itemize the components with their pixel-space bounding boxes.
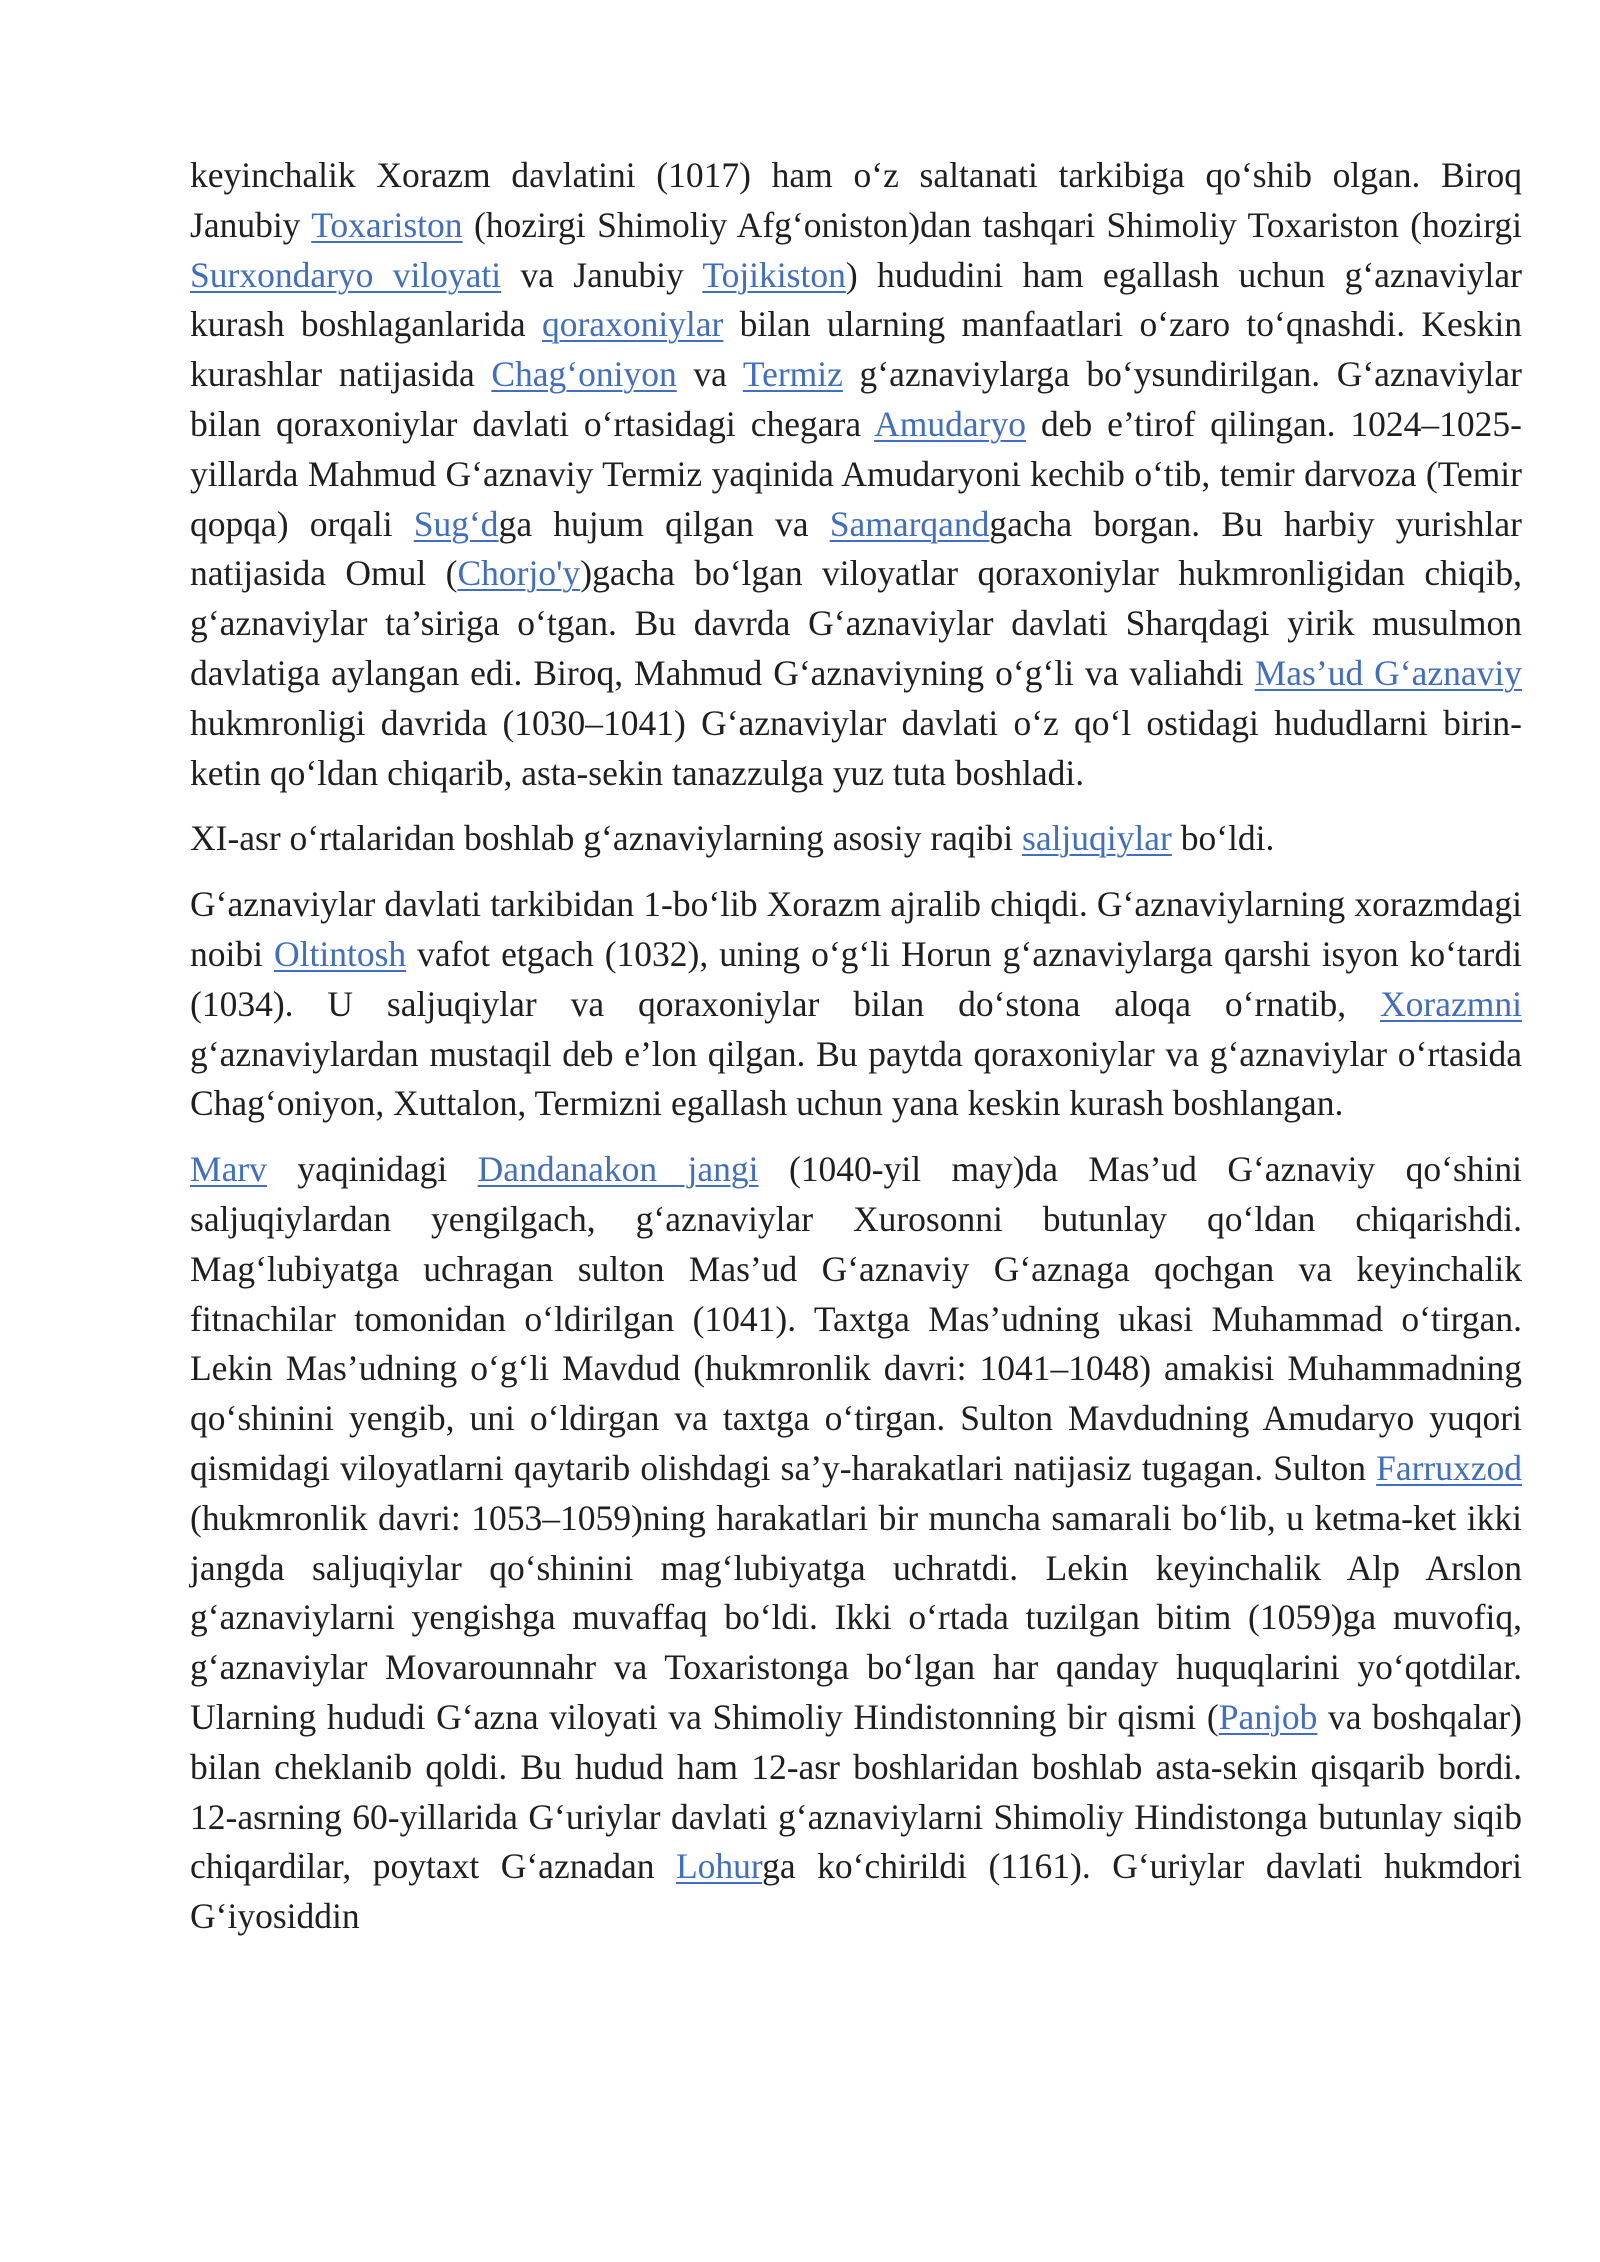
text-run: (hukmronlik davri: 1053–1059)ning harakatlari bir muncha samarali bo‘lib, u ketma-ket ikki jangda saljuqiylar qo‘shinini mag‘lubiyatga uchratdi. Lekin keyinchalik Alp Arslon g‘aznaviylarni yengishga muvaffaq bo‘ldi. Ikki o‘rtada tuzilgan bitim (1059)ga muvofiq, g‘aznaviylar Movarounnahr va Toxaristonga bo‘lgan har qanday huquqlarini yo‘qotdilar. Ularning hududi G‘azna viloyati va Shimoliy Hindistonning bir qismi (	[190, 1497, 1522, 1737]
paragraph-4	[190, 1145, 1522, 1942]
text-run: va Janubiy	[501, 254, 703, 295]
text-run: g‘aznaviylarga bo‘ysundirilgan. G‘aznaviylar bilan qoraxoniylar davlati o‘rtasidagi chegara	[190, 354, 1522, 444]
paragraph-2	[190, 814, 1522, 864]
text-run: (hozirgi Shimoliy Afg‘oniston)dan tashqari Shimoliy Toxariston (hozirgi	[462, 204, 1522, 245]
text-run: keyinchalik Xorazm davlatini (1017) ham o‘z saltanati tarkibiga qo‘shib olgan. Biroq Janubiy	[190, 155, 1522, 245]
text-run: va	[676, 354, 743, 395]
text-run: )gacha bo‘lgan viloyatlar qoraxoniylar hukmronligidan chiqib, g‘aznaviylar ta’siriga o‘tgan. Bu davrda G‘aznaviylar davlati Sharqdagi yirik musulmon davlatiga aylangan edi. Biroq, Mahmud G‘aznaviyning o‘g‘li va valiahdi	[190, 553, 1522, 693]
hyperlink[interactable]: Tojikiston	[702, 254, 846, 295]
hyperlink[interactable]: Farruxzod	[1376, 1447, 1522, 1488]
hyperlink[interactable]: Samarqand	[829, 503, 990, 544]
text-run: ga hujum qilgan va	[498, 503, 830, 544]
hyperlink[interactable]: Sug‘d	[413, 503, 499, 544]
text-run: g‘aznaviylardan mustaqil deb e’lon qilgan. Bu paytda qoraxoniylar va g‘aznaviylar o‘rtasida Chag‘oniyon, Xuttalon, Termizni egallash uchun yana keskin kurash boshlangan.	[190, 1033, 1522, 1124]
hyperlink[interactable]: saljuqiylar	[1022, 818, 1172, 859]
text-run: hukmronligi davrida (1030–1041) G‘aznaviylar davlati o‘z qo‘l ostidagi hududlarni birin-ketin qo‘ldan chiqarib, asta-sekin tanazzulga yuz tuta boshladi.	[190, 702, 1522, 793]
hyperlink[interactable]: Mas’ud G‘aznaviy	[1254, 652, 1522, 693]
hyperlink[interactable]: qoraxoniylar	[541, 304, 724, 345]
hyperlink[interactable]: Dandanakon jangi	[477, 1149, 759, 1190]
hyperlink[interactable]: Termiz	[742, 354, 843, 395]
hyperlink[interactable]: Amudaryo	[874, 403, 1026, 444]
hyperlink[interactable]: Xorazmni	[1380, 983, 1522, 1024]
hyperlink[interactable]: Panjob	[1218, 1696, 1318, 1737]
document-page	[190, 145, 1522, 1958]
text-run: va boshqalar) bilan cheklanib qoldi. Bu hudud ham 12-asr boshlaridan boshlab asta-sekin qisqarib bordi. 12-asrning 60-yillarida G‘uriylar davlati g‘aznaviylarni Shimoliy Hindistonga butunlay siqib chiqardilar, poytaxt G‘aznadan	[190, 1696, 1523, 1887]
text-run: bo‘ldi.	[1171, 818, 1275, 859]
text-run: bilan ularning manfaatlari o‘zaro to‘qnashdi. Keskin kurashlar natijasida	[190, 304, 1522, 395]
paragraph-3	[190, 880, 1522, 1129]
hyperlink[interactable]: Chag‘oniyon	[491, 354, 677, 395]
text-run: XI-asr o‘rtalaridan boshlab g‘aznaviylarning asosiy raqibi	[190, 818, 1022, 859]
text-run: deb e’tirof qilingan. 1024–1025-yillarda Mahmud G‘aznaviy Termiz yaqinida Amudaryoni kechib o‘tib, temir darvoza (Temir qopqa) orqali	[190, 403, 1523, 544]
hyperlink[interactable]: Surxondaryo viloyati	[190, 254, 502, 295]
hyperlink[interactable]: Chorjo'y	[457, 553, 581, 594]
text-run: G‘aznaviylar davlati tarkibidan 1-bo‘lib Xorazm ajralib chiqdi. G‘aznaviylarning xorazmdagi noibi	[190, 884, 1522, 974]
text-run: ) hududini ham egallash uchun g‘aznaviylar kurash boshlaganlarida	[190, 254, 1522, 345]
hyperlink[interactable]: Marv	[190, 1149, 267, 1190]
hyperlink[interactable]: Oltintosh	[273, 933, 407, 974]
paragraph-1	[190, 151, 1522, 798]
hyperlink[interactable]: Lohur	[675, 1846, 763, 1887]
text-run: (1040-yil may)da Mas’ud G‘aznaviy qo‘shini saljuqiylardan yengilgach, g‘aznaviylar Xurosonni butunlay qo‘ldan chiqarishdi. Mag‘lubiyatga uchragan sulton Mas’ud G‘aznaviy G‘aznaga qochgan va keyinchalik fitnachilar tomonidan o‘ldirilgan (1041). Taxtga Mas’udning ukasi Muhammad o‘tirgan. Lekin Mas’udning o‘g‘li Mavdud (hukmronlik davri: 1041–1048) amakisi Muhammadning qo‘shinini yengib, uni o‘ldirgan va taxtga o‘tirgan. Sulton Mavdudning Amudaryo yuqori qismidagi viloyatlarni qaytarib olishdagi sa’y-harakatlari natijasiz tugagan. Sulton	[190, 1149, 1523, 1488]
text-run: gacha borgan. Bu harbiy yurishlar natijasida Omul (	[190, 503, 1522, 594]
hyperlink[interactable]: Toxariston	[311, 204, 463, 245]
text-run: yaqinidagi	[266, 1149, 478, 1190]
text-run: ga ko‘chirildi (1161). G‘uriylar davlati hukmdori G‘iyosiddin	[190, 1846, 1522, 1937]
text-run: vafot etgach (1032), uning o‘g‘li Horun g‘aznaviylarga qarshi isyon ko‘tardi (1034). U saljuqiylar va qoraxoniylar bilan do‘stona aloqa o‘rnatib,	[190, 933, 1522, 1024]
